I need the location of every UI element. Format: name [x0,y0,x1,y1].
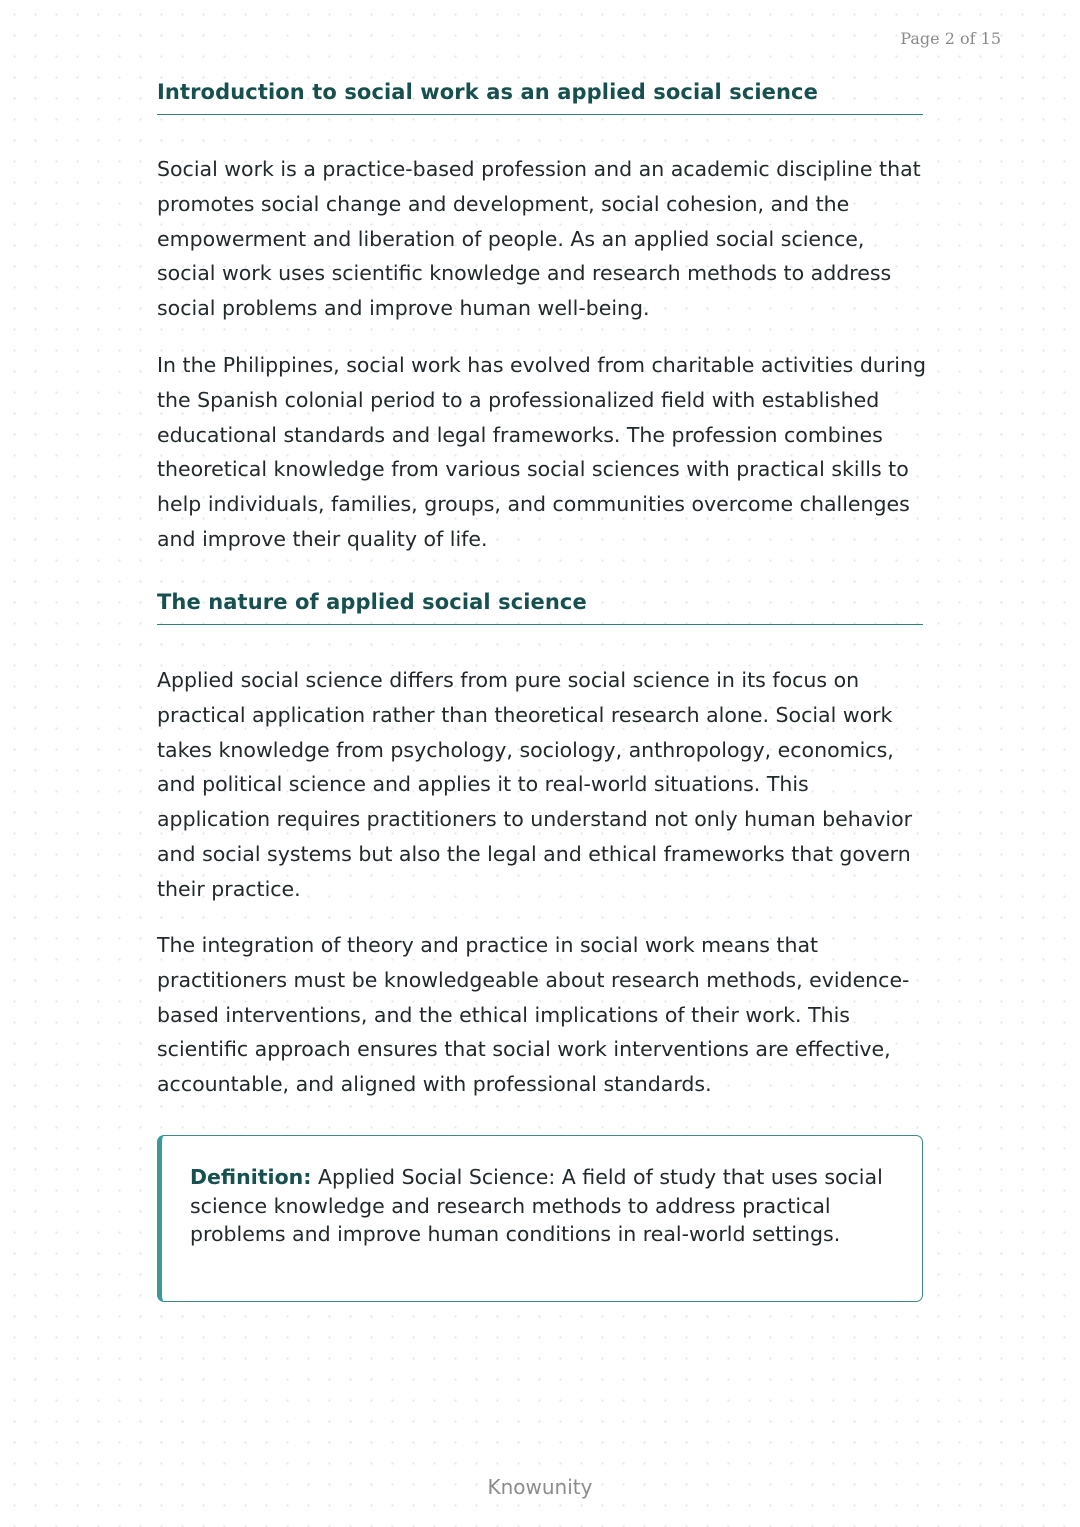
paragraph-nature-1: Applied social science differs from pure social science in its focus on practical application rather than theoretical research alone. Social work takes knowledge from psychology, sociology, anthropology, economics, and political science and applies it to real-world situations. This application requires practitioners to understand not only human behavior and social systems but also the legal and ethical frameworks that govern their practice. [157,668,913,901]
definition-content [190,1163,894,1249]
paragraph-intro-2: In the Philippines, social work has evolved from charitable activities during the Spanish colonial period to a professionalized field with established educational standards and legal frameworks. The profession combines theoretical knowledge from various social sciences with practical skills to help individuals, families, groups, and communities overcome challenges and improve their quality of life. [157,353,926,551]
definition-text: Applied Social Science: A field of study that uses social science knowledge and research methods to address practical problems and improve human conditions in real-world settings. [190,1165,883,1246]
section-heading-nature: The nature of applied social science [157,590,923,625]
paragraph-nature-2: The integration of theory and practice in social work means that practitioners must be knowledgeable about research methods, evidence-based interventions, and the ethical implications of their work. This scientific approach ensures that social work interventions are effective, accountable, and aligned with professional standards. [157,933,910,1097]
section-heading-introduction: Introduction to social work as an applied social science [157,80,923,115]
footer-brand: Knowunity [487,1475,593,1499]
paragraph-intro-1: Social work is a practice-based profession and an academic discipline that promotes social change and development, social cohesion, and the empowerment and liberation of people. As an applied social science, social work uses scientific knowledge and research methods to address social problems and improve human well-being. [157,157,921,321]
definition-box [157,1135,923,1302]
page-number: Page 2 of 15 [900,29,1001,48]
definition-label: Definition: [190,1165,312,1189]
